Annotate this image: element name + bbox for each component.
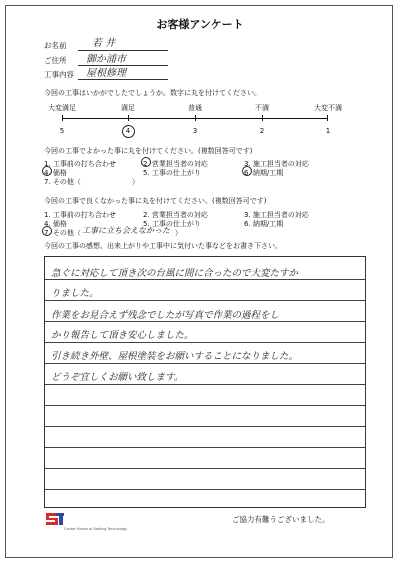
comment-line-4: かり報告して頂き安心しました。 xyxy=(51,330,194,341)
q4-text: 今回の工事の感想、出来上がりや工事中に気付いた事などをお書き下さい。 xyxy=(44,242,282,250)
q3-option-5: 5. 工事の仕上がり xyxy=(143,220,201,228)
scale-num-3: 3 xyxy=(192,127,198,135)
q2-option-3: 3. 施工担当者の対応 xyxy=(244,160,309,168)
selected-rating-circle xyxy=(122,125,135,138)
comment-line-5: 引き続き外壁、屋根塗装をお願いすることになりました。 xyxy=(51,351,299,362)
q2-option-7-close: ） xyxy=(132,178,139,186)
scale-tick xyxy=(195,115,196,121)
q3-option-1: 1. 工事前の打ち合わせ xyxy=(44,211,116,219)
scale-label-3: 普通 xyxy=(188,104,202,112)
comment-rule xyxy=(45,363,365,364)
thanks-text: ご協力有難うございました。 xyxy=(232,515,330,524)
q2-option-5: 5. 工事の仕上がり xyxy=(143,169,201,177)
q2-option-7: 7. その他（ xyxy=(44,178,81,186)
comment-rule xyxy=(45,342,365,343)
company-logo-icon xyxy=(44,510,64,532)
scale-tick xyxy=(327,115,328,121)
comment-rule xyxy=(45,279,365,280)
comment-line-3: 作業をお見合えず残念でしたが写真で作業の過程をし xyxy=(51,310,280,321)
q3-option-7: 7. その他（ xyxy=(44,229,81,237)
q3-option-3: 3. 施工担当者の対応 xyxy=(244,211,309,219)
comment-rule xyxy=(45,321,365,322)
q3-option-4: 4. 価格 xyxy=(44,220,67,228)
survey-title: お客様アンケート xyxy=(156,18,244,31)
comment-rule xyxy=(45,447,365,448)
q3-option-7-close: ） xyxy=(175,229,182,237)
comment-rule xyxy=(45,405,365,406)
scale-label-1: 大変不満 xyxy=(314,104,342,112)
comment-rule xyxy=(45,468,365,469)
scale-label-5: 大変満足 xyxy=(48,104,76,112)
q3-option-6: 6. 納期/工期 xyxy=(244,220,284,228)
scale-label-4: 満足 xyxy=(121,104,135,112)
comment-rule xyxy=(45,489,365,490)
comment-rule xyxy=(45,384,365,385)
comment-line-2: りました。 xyxy=(51,288,99,299)
scale-num-1: 1 xyxy=(325,127,331,135)
name-value: 若 井 xyxy=(92,38,116,49)
scale-num-2: 2 xyxy=(259,127,265,135)
address-value: 御か浦市 xyxy=(86,54,126,65)
q1-text: 今回の工事はいかがでしたでしょうか。数字に丸を付けてください。 xyxy=(44,89,261,97)
q3-other-text: 工事に立ち会えなかった xyxy=(82,226,170,235)
address-label: ご住所 xyxy=(44,56,67,65)
work-underline xyxy=(78,79,168,80)
comment-line-1: 急ぐに対応して頂き次の台風に間に合ったので大変たすか xyxy=(51,268,299,279)
q3-selected-circle xyxy=(42,226,52,236)
q2-option-4: 4. 価格 xyxy=(44,169,67,177)
q3-text: 今回の工事で良くなかった事に丸を付けてください。(複数回答可です) xyxy=(44,197,267,205)
q2-option-2: 2. 営業担当者の対応 xyxy=(143,160,208,168)
comment-rule xyxy=(45,426,365,427)
scale-tick xyxy=(62,115,63,121)
comment-line-6: どうぞ宜しくお願い致します。 xyxy=(51,372,184,383)
q2-selected-circle xyxy=(141,157,151,167)
scale-num-4: 4 xyxy=(125,127,131,135)
scale-tick xyxy=(262,115,263,121)
comment-box xyxy=(44,256,366,508)
work-label: 工事内容 xyxy=(44,70,74,79)
scale-num-5: 5 xyxy=(59,127,65,135)
q3-option-2: 2. 営業担当者の対応 xyxy=(143,211,208,219)
scale-tick xyxy=(128,115,129,121)
comment-rule xyxy=(45,300,365,301)
q2-option-6: 6. 納期/工期 xyxy=(244,169,284,177)
scale-label-2: 不満 xyxy=(255,104,269,112)
work-value: 屋根修理 xyxy=(86,68,126,79)
q2-text: 今回の工事でよかった事に丸を付けてください。(複数回答可です) xyxy=(44,147,253,155)
q2-selected-circle xyxy=(42,166,52,176)
q2-selected-circle xyxy=(242,166,252,176)
q2-option-1: 1. 工事前の打ち合わせ xyxy=(44,160,116,168)
name-label: お名前 xyxy=(44,41,67,50)
logo-text: Center Hause of Sealing Technology xyxy=(64,527,128,531)
